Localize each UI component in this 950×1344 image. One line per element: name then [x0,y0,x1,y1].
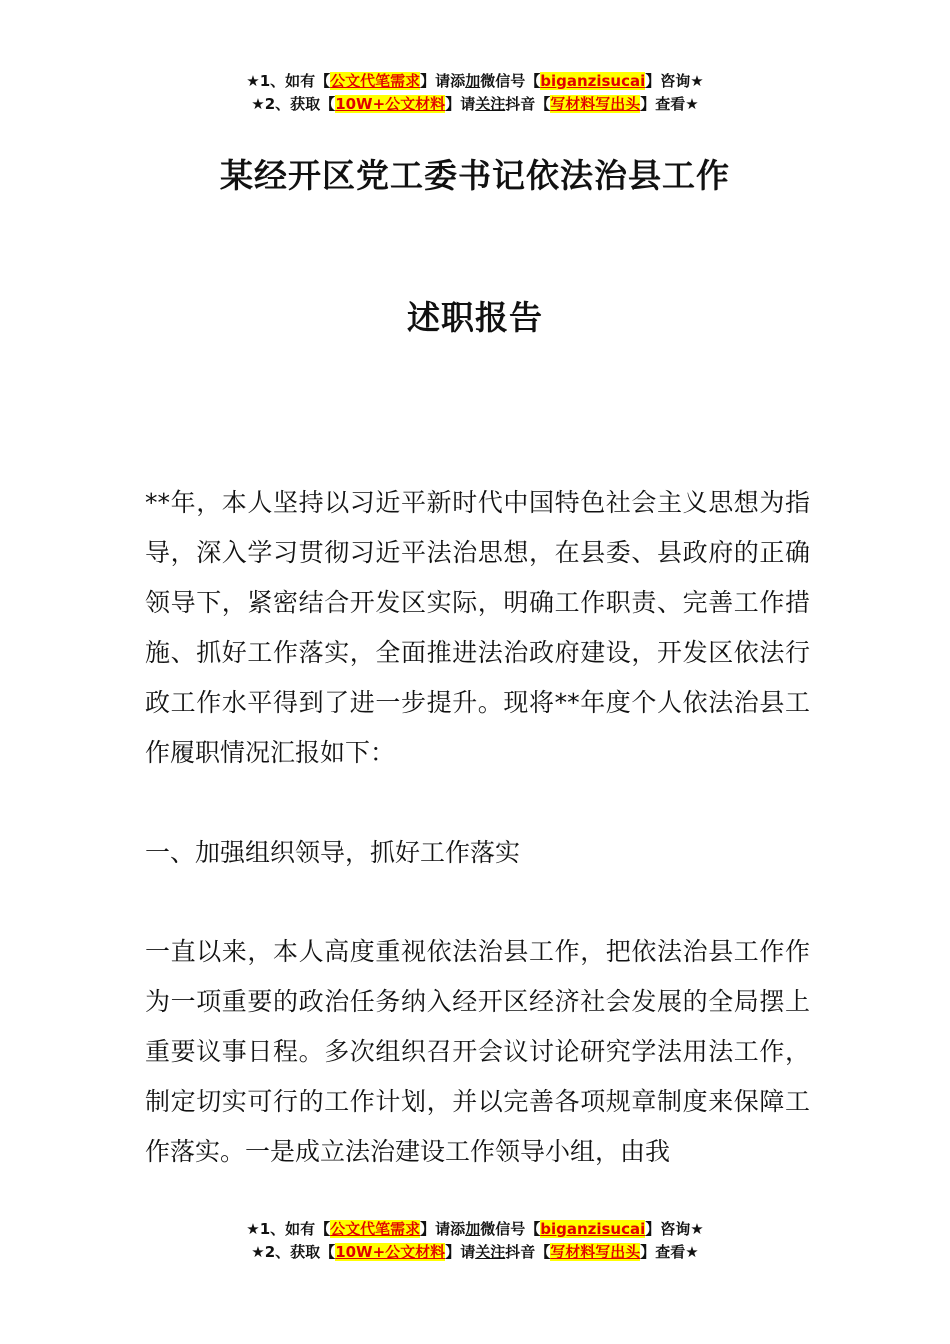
banner-highlight-materials[interactable]: 10W+公文材料 [335,95,446,113]
top-banner [0,70,950,116]
banner-text: 】请 [445,1243,476,1261]
banner-underlined: 加 [465,72,481,90]
paragraph-section-1: 一直以来，本人高度重视依法治县工作，把依法治县工作作为一项重要的政治任务纳入经开区经济社会发展的全局摆上重要议事日程。多次组织召开会议讨论研究学法用法工作，制定切实可行的工作计划，并以完善各项规章制度来保障工作落实。一是成立法治建设工作领导小组，由我 [145,937,810,1166]
banner-highlight-service[interactable]: 公文代笔需求 [330,72,421,90]
document-title-line-1: 某经开区党工委书记依法治县工作 [220,156,730,195]
banner-underlined: 关注 [475,95,506,113]
banner-text: 】请 [445,95,476,113]
banner-highlight-wechat-id[interactable]: biganzisucai [540,1220,646,1238]
banner-text: 抖音【 [505,95,551,113]
banner-text: 抖音【 [505,1243,551,1261]
banner-highlight-materials[interactable]: 10W+公文材料 [335,1243,446,1261]
banner-text: ★2、获取【 [251,95,336,113]
banner-text: 】咨询★ [645,72,704,90]
banner-highlight-wechat-id[interactable]: biganzisucai [540,72,646,90]
banner-text: 微信号【 [480,72,541,90]
banner-text: ★1、如有【 [246,1220,331,1238]
banner-text: 】查看★ [640,1243,699,1261]
document-title-line-2: 述职报告 [407,298,543,337]
banner-underlined: 加 [465,1220,481,1238]
banner-text: 】请添 [420,72,466,90]
banner-underlined: 关注 [475,1243,506,1261]
document-body-2 [145,927,810,1177]
paragraph-intro: **年，本人坚持以习近平新时代中国特色社会主义思想为指导，深入学习贯彻习近平法治思想，在县委、县政府的正确领导下，紧密结合开发区实际，明确工作职责、完善工作措施、抓好工作落实，全面推进法治政府建设，开发区依法行政工作水平得到了进一步提升。现将**年度个人依法治县工作履职情况汇报如下： [145,488,810,767]
bottom-banner [0,1218,950,1264]
banner-text: ★2、获取【 [251,1243,336,1261]
banner-text: 】查看★ [640,95,699,113]
document-body [145,478,810,778]
banner-text: 】咨询★ [645,1220,704,1238]
section-heading-1: 一、加强组织领导，抓好工作落实 [145,838,521,867]
banner-line-1 [0,1218,950,1241]
banner-text: ★1、如有【 [246,72,331,90]
banner-line-2 [0,93,950,116]
banner-text: 微信号【 [480,1220,541,1238]
banner-highlight-douyin[interactable]: 写材料写出头 [550,95,641,113]
banner-highlight-service[interactable]: 公文代笔需求 [330,1220,421,1238]
banner-text: 】请添 [420,1220,466,1238]
section-heading-block [145,828,810,878]
banner-line-1 [0,70,950,93]
banner-highlight-douyin[interactable]: 写材料写出头 [550,1243,641,1261]
banner-line-2 [0,1241,950,1264]
